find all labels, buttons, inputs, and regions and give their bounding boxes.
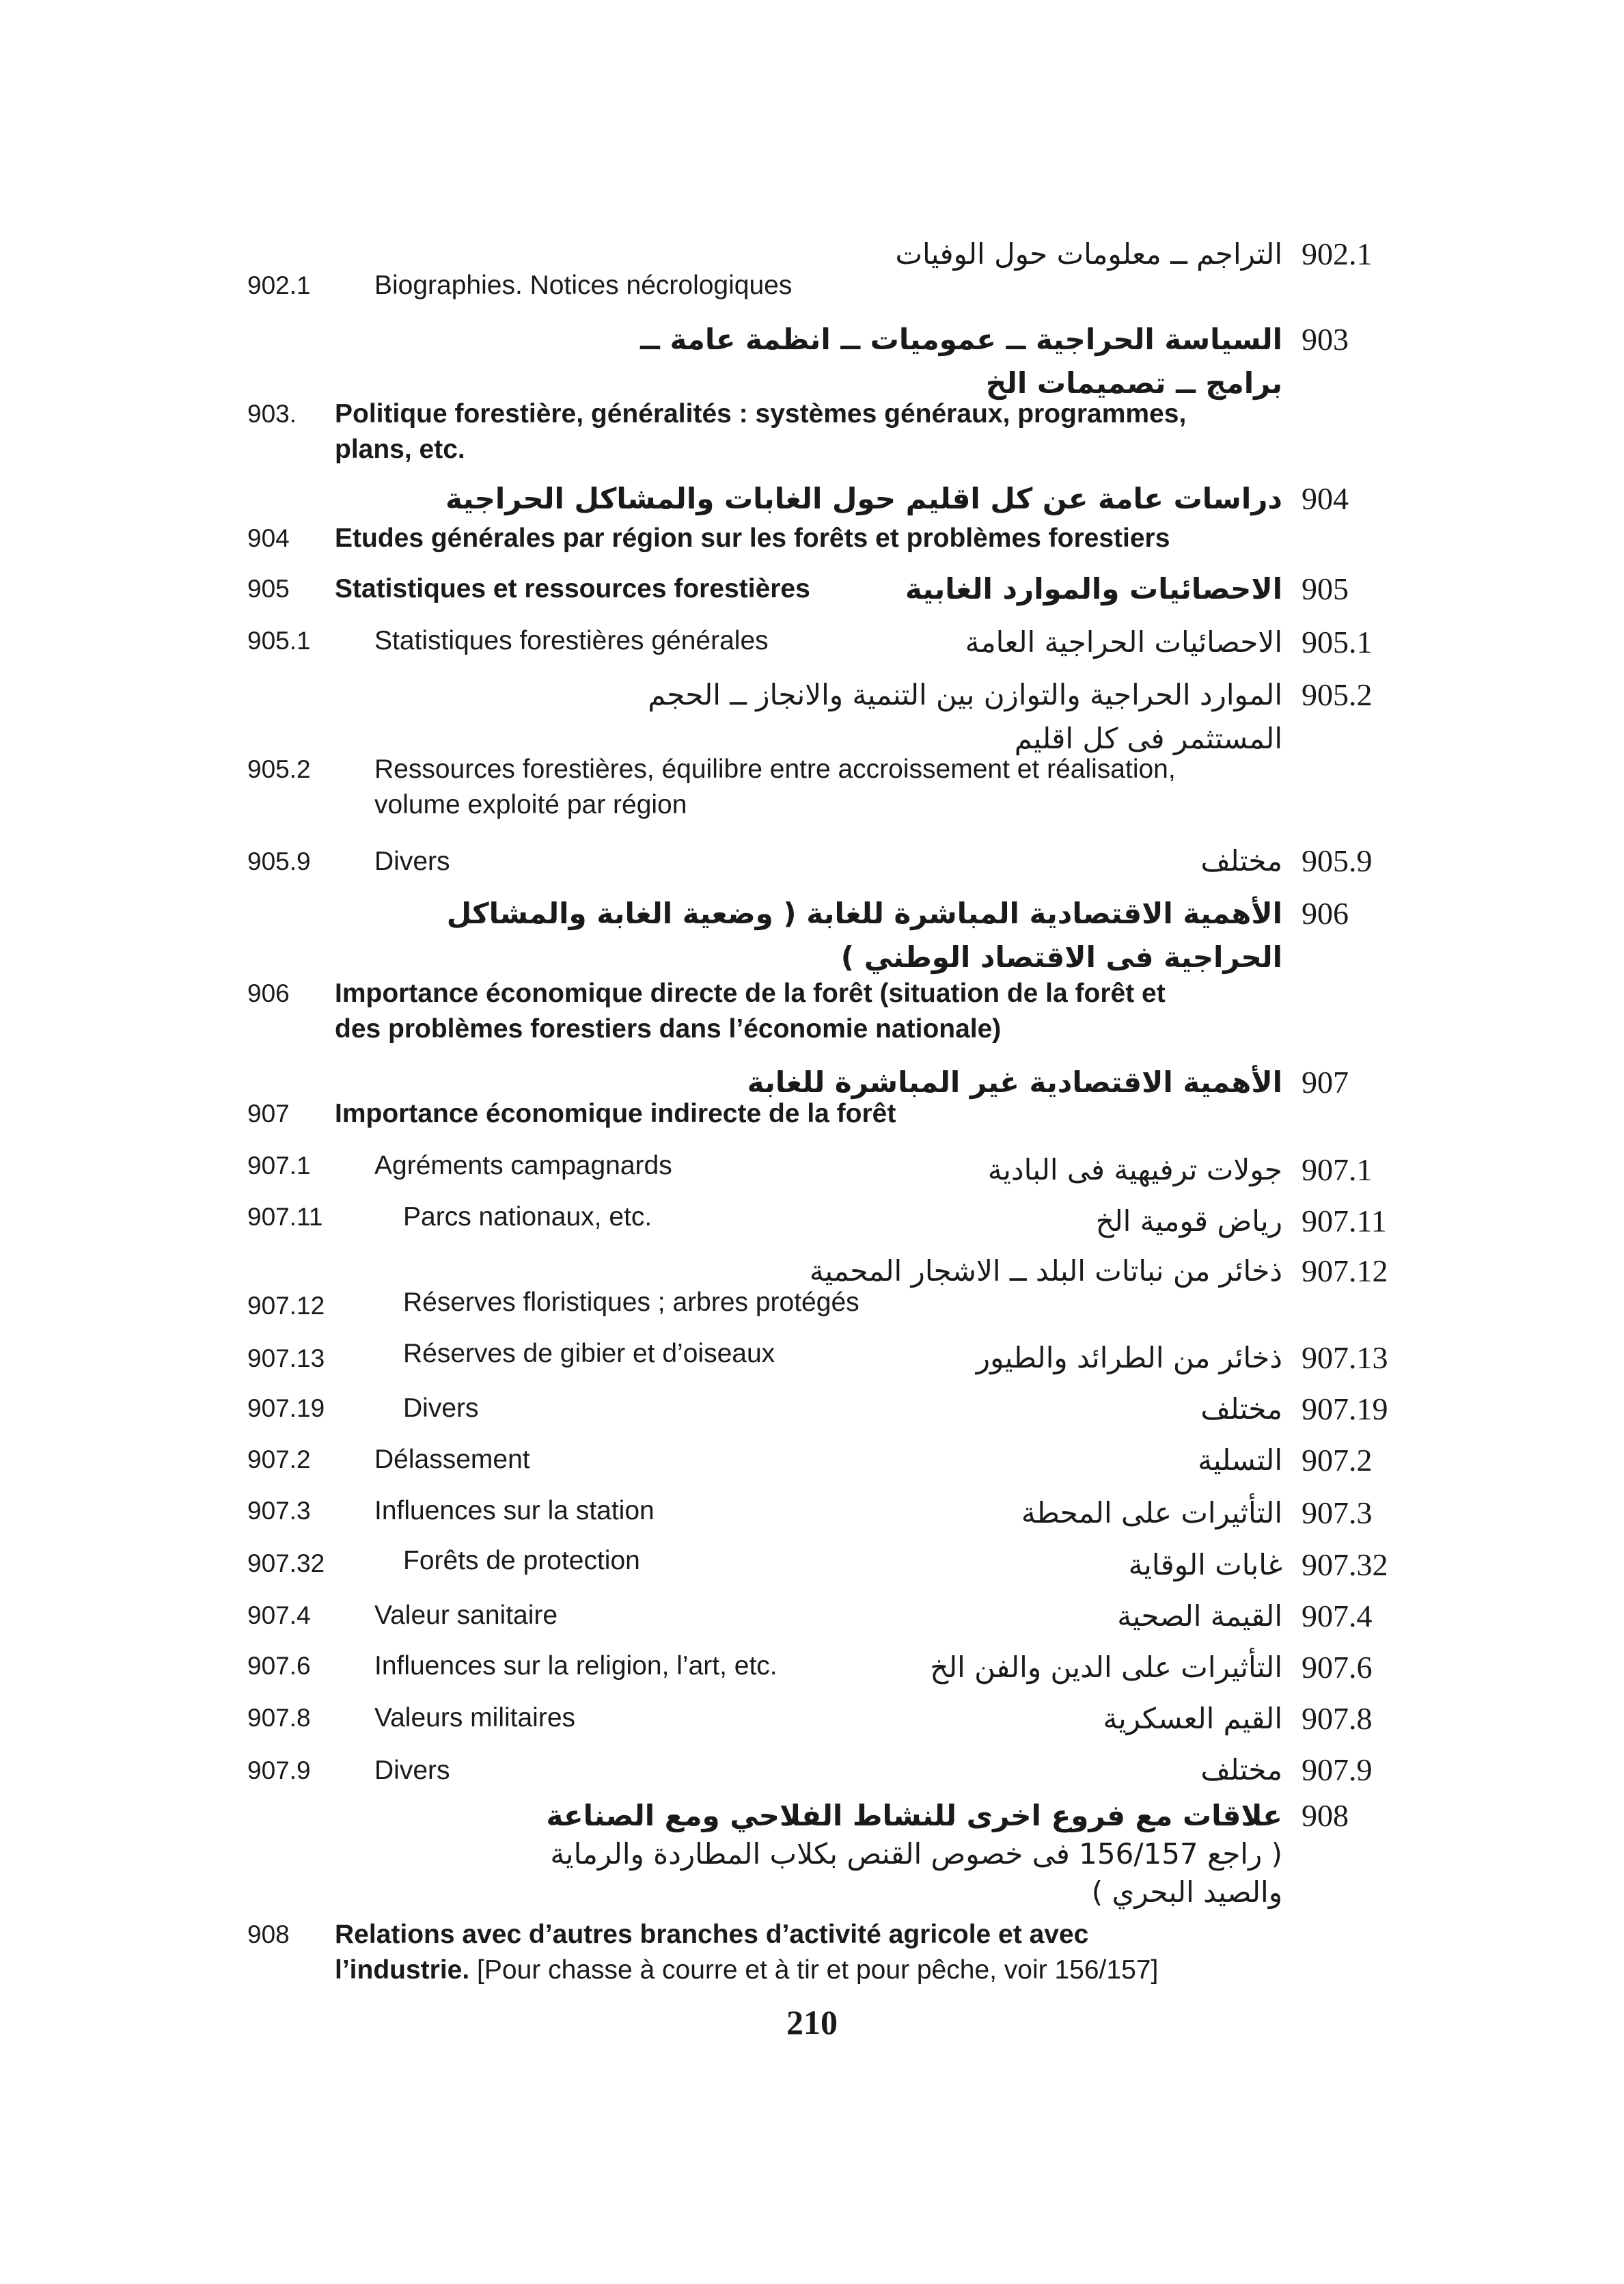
entry-number: 905.1 [247,627,311,655]
entry-label-ar: مختلف [1200,1753,1282,1786]
entry-number: 906 [247,979,290,1007]
entry-label: Biographies. Notices nécrologiques [374,271,793,300]
entry-label-ar: التسلية [1198,1443,1282,1477]
entry-label: Importance économique indirecte de la forêt [335,1099,896,1128]
entry-number-ar: 905.9 [1302,843,1373,878]
entry-label-ar: ذخائر من نباتات البلد ــ الاشجار المحمية [809,1254,1282,1288]
entry-number-ar: 907.12 [1302,1253,1388,1288]
entry-number: 902.1 [247,271,311,299]
entry-number: 903. [247,400,297,428]
entry-label-ar: الاحصائيات الحراجية العامة [965,625,1282,659]
entry-label: Statistiques forestières générales [374,626,769,655]
entry-number-ar: 907.1 [1302,1152,1373,1187]
entry-label: Agréments campagnards [374,1151,672,1180]
entry-number-ar: 905.1 [1302,625,1373,660]
entry-number: 907.1 [247,1152,311,1180]
entry-number: 907.13 [247,1344,325,1372]
entry-label-ar: التأثيرات على المحطة [1021,1496,1282,1530]
entry-label-ar: التأثيرات على الدين والفن الخ [930,1650,1282,1684]
page-number: 210 [786,2003,838,2041]
entry-number: 907.8 [247,1704,311,1732]
entry-label: Politique forestière, généralités : systèmes généraux, programmes, plans, etc. [335,399,1187,464]
entry-label-ar: السياسة الحراجية ــ عموميات ــ انظمة عامة ــ برامج ــ تصميمات الخ [640,323,1282,400]
entry-label: Influences sur la station [374,1496,655,1525]
entry-label: Valeur sanitaire [374,1601,558,1630]
entry-number-ar: 907 [1302,1065,1349,1100]
entry-label: Importance économique directe de la forêt (situation de la forêt et des problèmes forestiers dans l’économie nationale) [335,979,1166,1044]
entry-label-ar: التراجم ــ معلومات حول الوفيات [895,237,1282,271]
entry-label-ar: الموارد الحراجية والتوازن بين التنمية والانجاز ــ الحجم المستثمر فى كل اقليم [648,678,1282,755]
entry-label-ar: جولات ترفيهية فى البادية [987,1153,1282,1186]
entry-number: 907.4 [247,1601,311,1629]
entry-label-block [335,1917,1209,1988]
entry-label: Divers [403,1393,479,1423]
entry-number-ar: 907.13 [1302,1340,1388,1375]
entry-number: 907.32 [247,1549,325,1577]
entry-number: 907.9 [247,1756,311,1784]
entry-label: Réserves floristiques ; arbres protégés [403,1288,859,1317]
entry-number-ar: 903 [1302,322,1349,357]
entry-number-ar: 907.11 [1302,1204,1387,1238]
entry-number-ar: 902.1 [1302,236,1373,271]
entry-number-ar: 907.4 [1302,1599,1373,1633]
entry-label: Délassement [374,1445,530,1474]
entry-label-ar: القيم العسكرية [1103,1702,1282,1735]
entry-number: 905 [247,575,290,603]
entry-label: Influences sur la religion, l’art, etc. [374,1651,777,1681]
entry-number-ar: 905.2 [1302,677,1373,712]
entry-label: Relations avec d’autres branches d’activité agricole et avec l’industrie. [335,1920,1089,1985]
entry-number: 907.12 [247,1292,325,1320]
entry-number-ar: 907.19 [1302,1391,1388,1426]
entry-label: Divers [374,1756,450,1785]
entry-number: 905.2 [247,755,311,783]
entry-label: Divers [374,847,450,876]
entry-label-ar: مختلف [1200,844,1282,878]
entry-label: Ressources forestières, équilibre entre accroissement et réalisation, volume exploité par région [374,754,1176,819]
entry-number-ar: 907.8 [1302,1701,1373,1736]
entry-label: Etudes générales par région sur les forêts et problèmes forestiers [335,524,1170,553]
entry-number-ar: 905 [1302,571,1349,606]
entry-note: [Pour chasse à courre et à tir et pour pêche, voir 156/157] [477,1955,1159,1985]
entry-number: 907 [247,1100,290,1128]
entry-number-ar: 907.9 [1302,1752,1373,1787]
entry-label-ar: ذخائر من الطرائد والطيور [976,1341,1282,1374]
entry-number-ar: 907.2 [1302,1443,1373,1478]
entry-label-ar: دراسات عامة عن كل اقليم حول الغابات والمشاكل الحراجية [445,482,1282,515]
entry-label: Parcs nationaux, etc. [403,1202,652,1232]
entry-number-ar: 907.32 [1302,1547,1388,1582]
entry-label-ar: القيمة الصحية [1117,1599,1282,1633]
entry-number-ar: 907.6 [1302,1650,1373,1685]
entry-number: 907.2 [247,1445,311,1473]
entry-label-ar: الأهمية الاقتصادية المباشرة للغابة ( وضعية الغابة والمشاكل الحراجية فى الاقتصاد الوطني ) [446,897,1282,974]
entry-number-ar: 907.3 [1302,1495,1373,1530]
entry-number: 907.11 [247,1203,323,1231]
entry-label-ar: مختلف [1200,1392,1282,1426]
entry-number: 907.6 [247,1652,311,1680]
entry-number: 908 [247,1920,290,1948]
entry-label: Forêts de protection [403,1546,640,1575]
entry-label-ar: الاحصائيات والموارد الغابية [905,572,1282,606]
entry-number: 907.3 [247,1497,311,1525]
entry-label-ar: غابات الوقاية [1128,1548,1282,1581]
entry-note-ar: ( راجع 156/157 فى خصوص القنص بكلاب المطاردة والرماية والصيد البحري ) [550,1837,1282,1909]
entry-label: Réserves de gibier et d’oiseaux [403,1339,775,1368]
entry-number: 905.9 [247,847,311,875]
entry-label: Valeurs militaires [374,1703,576,1732]
entry-number-ar: 904 [1302,481,1349,516]
entry-number-ar: 908 [1302,1798,1349,1833]
entry-number: 907.19 [247,1394,325,1422]
entry-number-ar: 906 [1302,896,1349,931]
entry-number: 904 [247,524,290,552]
entry-label-ar: رياض قومية الخ [1095,1204,1282,1238]
entry-label-ar: الأهمية الاقتصادية غير المباشرة للغابة [747,1065,1282,1099]
entry-label: Statistiques et ressources forestières [335,574,810,603]
entry-label-ar: علاقات مع فروع اخرى للنشاط الفلاحي ومع الصناعة [546,1799,1282,1832]
